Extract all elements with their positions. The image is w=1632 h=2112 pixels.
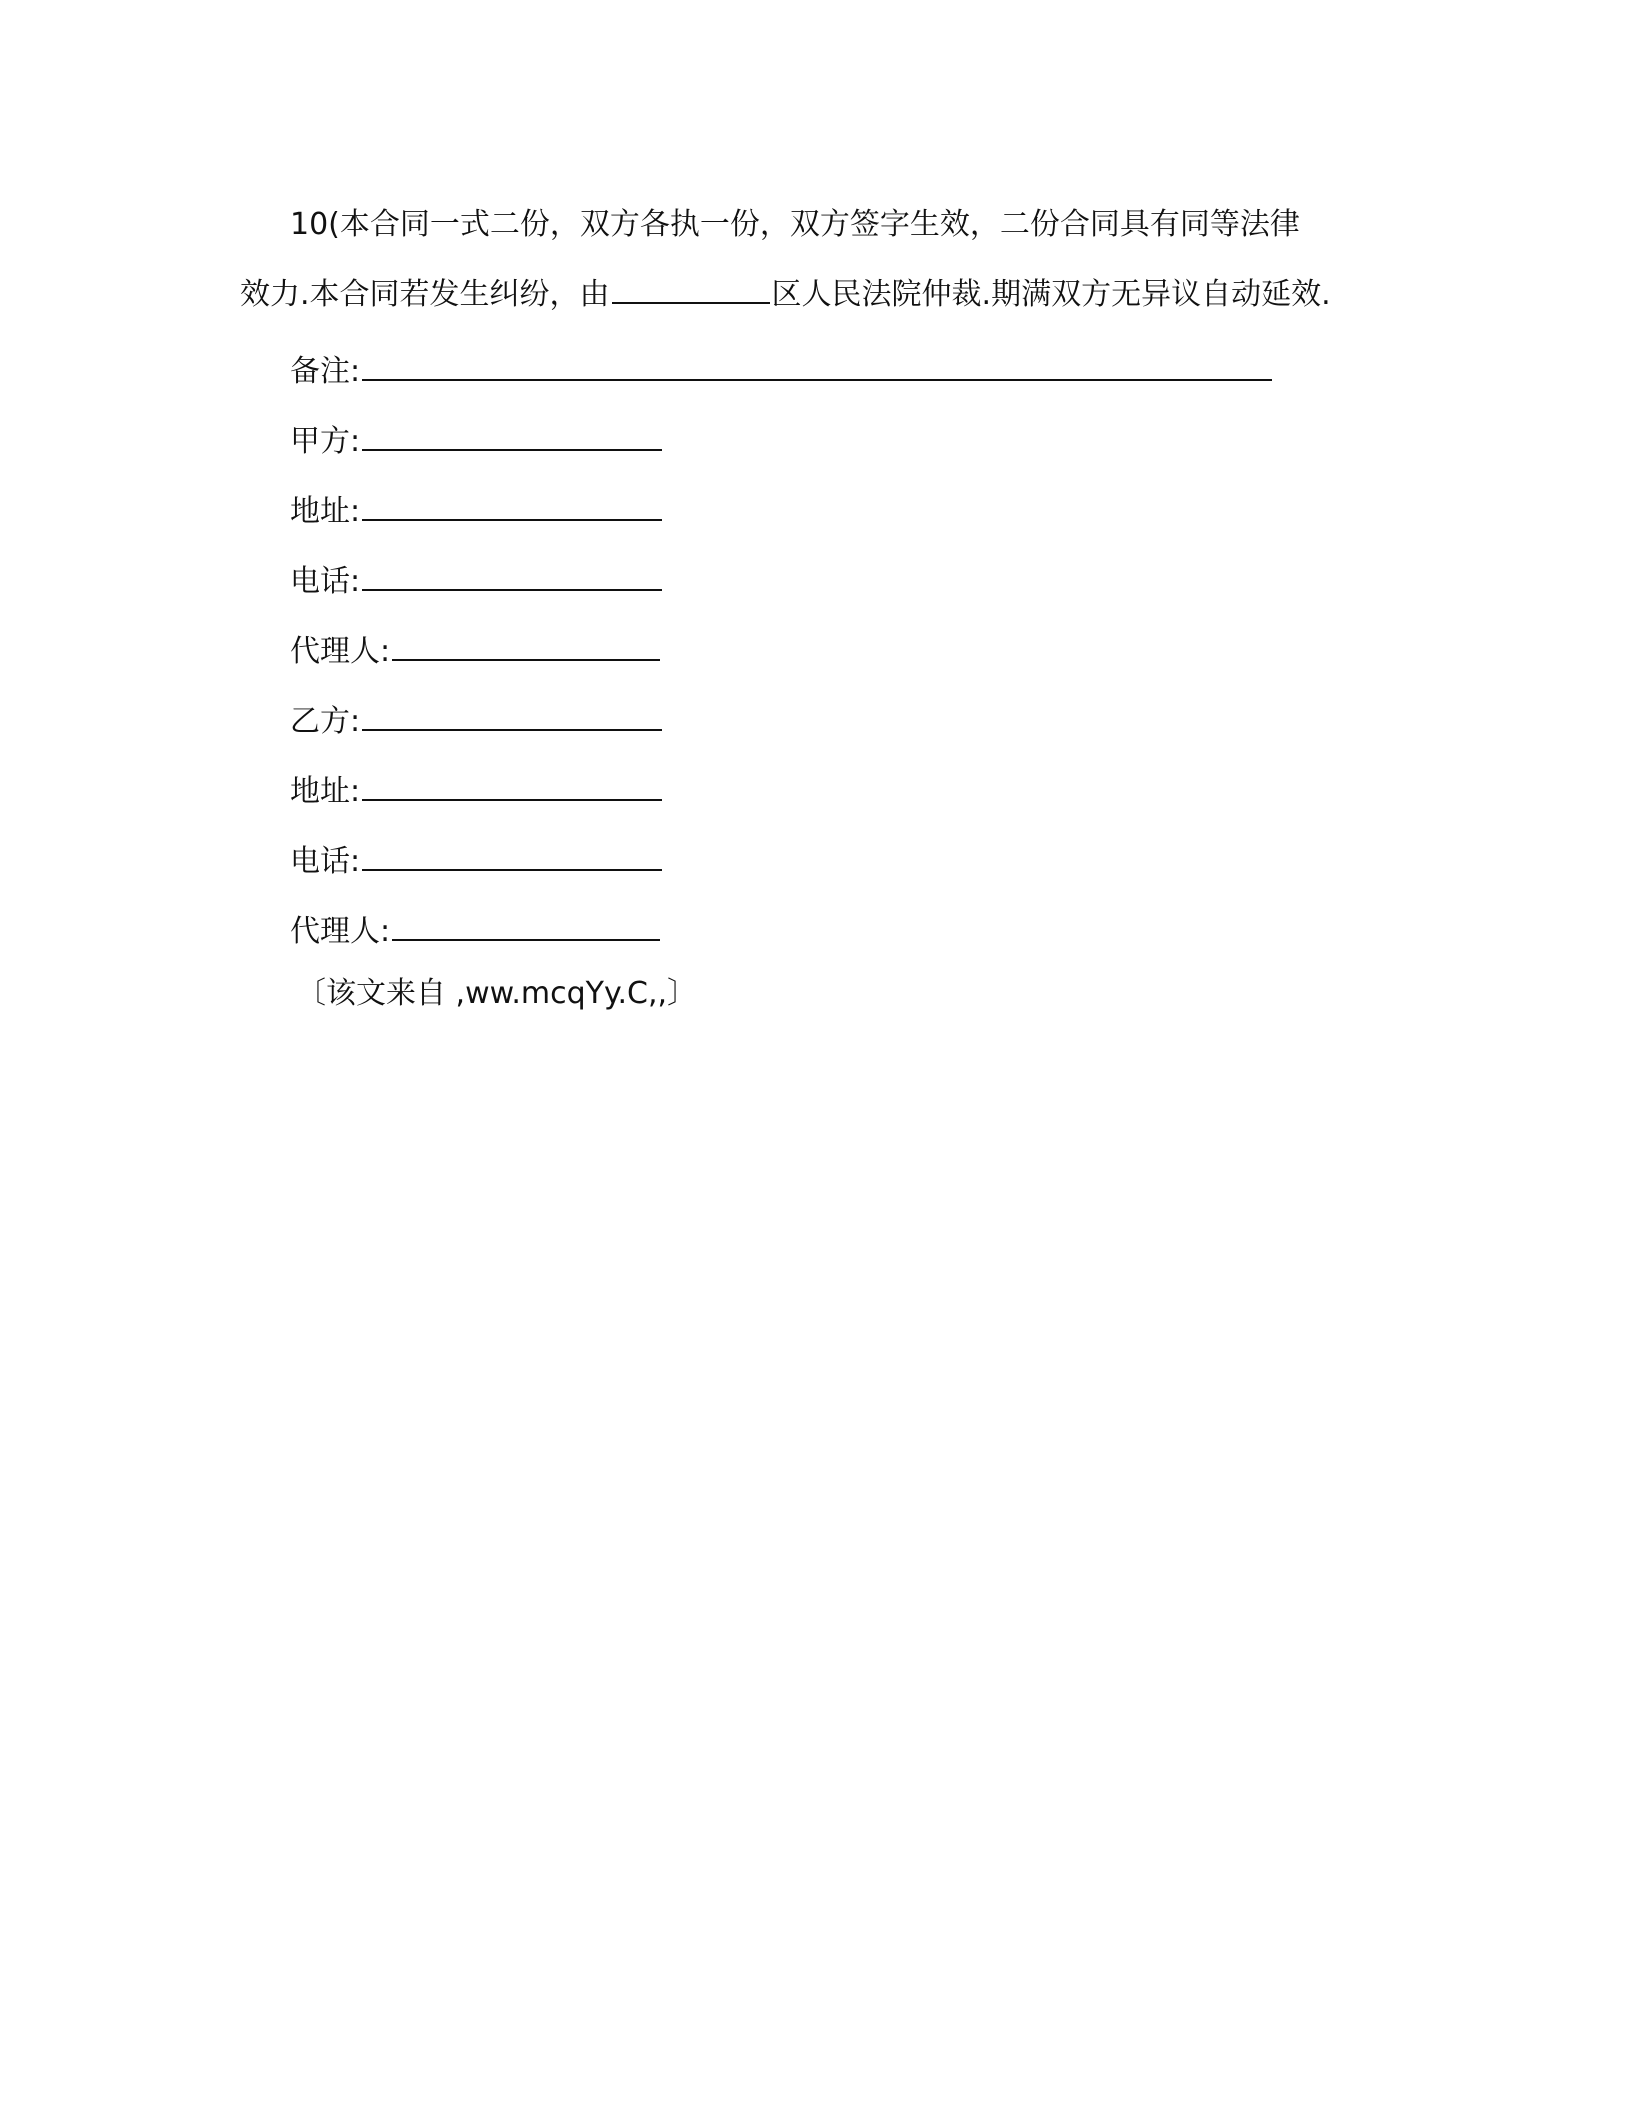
party-b-label: 乙方: xyxy=(290,704,361,739)
address-a-blank xyxy=(362,489,662,521)
phone-a-blank xyxy=(362,559,662,591)
clause-line-2 xyxy=(240,260,1390,330)
address-b-blank xyxy=(362,769,662,801)
party-b-blank xyxy=(362,699,662,731)
phone-a-label: 电话: xyxy=(290,564,361,599)
party-a-blank xyxy=(362,419,662,451)
agent-b-label: 代理人: xyxy=(290,914,391,949)
party-a-field xyxy=(290,412,1272,482)
remark-field xyxy=(290,342,1272,412)
clause-line-1 xyxy=(240,190,1390,260)
court-district-blank xyxy=(612,272,770,304)
phone-a-field xyxy=(290,552,1272,622)
address-b-label: 地址: xyxy=(290,774,361,809)
address-b-field xyxy=(290,762,1272,832)
contract-clause-10 xyxy=(240,190,1390,330)
agent-b-field xyxy=(290,902,1272,972)
phone-b-blank xyxy=(362,839,662,871)
party-b-field xyxy=(290,692,1272,762)
remark-blank xyxy=(362,349,1272,381)
clause-line-1-text: 10(本合同一式二份，双方各执一份，双方签字生效，二份合同具有同等法律 xyxy=(290,207,1300,242)
agent-a-field xyxy=(290,622,1272,692)
address-a-field xyxy=(290,482,1272,552)
source-note: 〔该文来自 ,ww.mcqYy.C,,〕 xyxy=(296,976,698,1011)
remark-label: 备注: xyxy=(290,354,361,389)
phone-b-label: 电话: xyxy=(290,844,361,879)
agent-a-blank xyxy=(392,629,660,661)
address-a-label: 地址: xyxy=(290,494,361,529)
agent-b-blank xyxy=(392,909,660,941)
clause-line-2-after: 区人民法院仲裁.期满双方无异议自动延效. xyxy=(771,277,1331,312)
phone-b-field xyxy=(290,832,1272,902)
party-a-label: 甲方: xyxy=(290,424,361,459)
agent-a-label: 代理人: xyxy=(290,634,391,669)
clause-line-2-before: 效力.本合同若发生纠纷，由 xyxy=(240,277,610,312)
signature-fields xyxy=(290,342,1272,972)
